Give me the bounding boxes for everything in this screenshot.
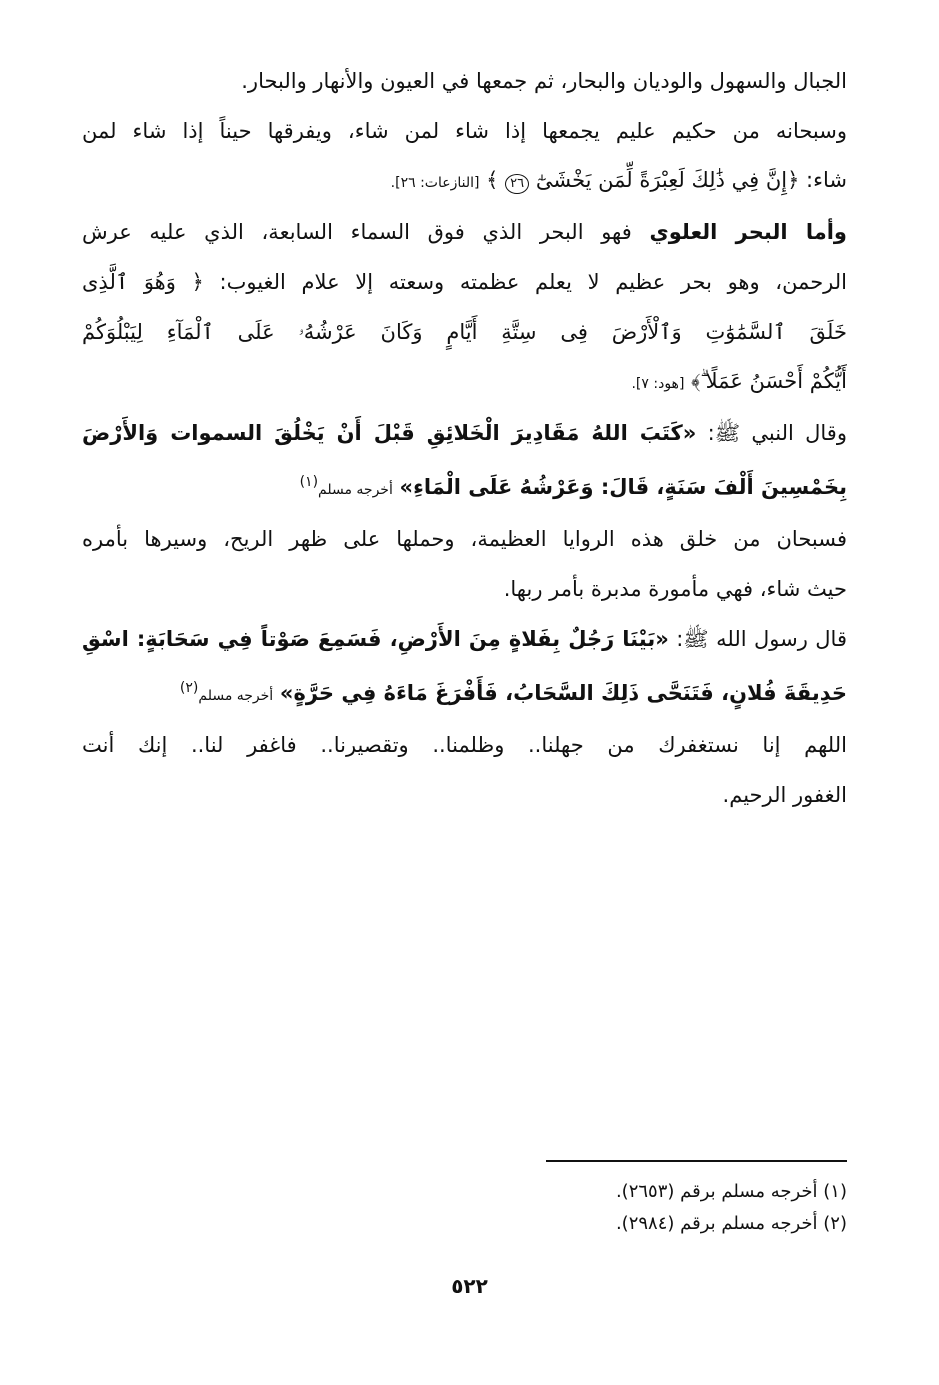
text-line bbox=[82, 408, 847, 458]
quran-verse: شاء: ﴿إِنَّ فِي ذَٰلِكَ لَعِبْرَةً لِّمَن يَخْشَىٰٓ bbox=[535, 168, 847, 192]
paragraph-3 bbox=[82, 408, 847, 514]
heading-phrase: وأما البحر العلوي bbox=[649, 220, 847, 244]
footnote-marker: (١) bbox=[299, 474, 319, 490]
hadith-text: «كَتَبَ اللهُ مَقَادِيرَ الْخَلائِقِ قَبْلَ أَنْ يَخْلُقَ السموات وَالأَرْضَ bbox=[82, 421, 697, 445]
text-line: فسبحان من خلق هذه الروايا العظيمة، وحملها على ظهر الريح، وسيرها بأمره bbox=[82, 527, 847, 551]
paragraph-6 bbox=[82, 720, 847, 820]
ayah-number-mark: ٢٦ bbox=[505, 174, 529, 194]
text-line bbox=[82, 614, 847, 664]
text-run: فهو البحر الذي فوق السماء السابعة، الذي عليه عرش bbox=[82, 220, 632, 244]
text-line bbox=[82, 207, 847, 257]
footnote-2: (٢) أخرجه مسلم برقم (٢٩٨٤). bbox=[615, 1213, 847, 1234]
text-line bbox=[82, 458, 847, 514]
hadith-text: حَدِيقَةَ فُلانٍ، فَتَنَحَّى ذَلِكَ السَّحَابُ، فَأَفْرَغَ مَاءَهُ فِي حَرَّةٍ» bbox=[279, 681, 847, 705]
text-run: وقال النبي ﷺ: bbox=[707, 421, 847, 445]
quran-verse: أَيُّكُمْ أَحْسَنُ عَمَلًا ۗ﴾ bbox=[691, 369, 847, 393]
page-body bbox=[82, 56, 847, 820]
text-line: اللهم إنا نستغفرك من جهلنا.. وظلمنا.. وتقصيرنا.. فاغفر لنا.. إنك أنت bbox=[82, 733, 847, 757]
text-line bbox=[82, 664, 847, 720]
footnotes bbox=[616, 1176, 847, 1240]
hadith-text: «بَيْنَا رَجُلٌ بِفَلاةٍ مِنَ الأَرْضِ، فَسَمِعَ صَوْتاً فِي سَحَابَةٍ: اسْقِ bbox=[82, 627, 669, 651]
footnote-marker: (٢) bbox=[179, 680, 199, 696]
footnote-1: (١) أخرجه مسلم برقم (٢٦٥٣). bbox=[615, 1181, 847, 1202]
page-number: ٥٢٢ bbox=[451, 1274, 488, 1298]
verse-reference: [هود: ٧]. bbox=[631, 376, 685, 392]
hadith-text: بِخَمْسِينَ أَلْفَ سَنَةٍ، قَالَ: وَعَرْشُهُ عَلَى الْمَاءِ» bbox=[399, 475, 847, 499]
text-line bbox=[82, 156, 847, 207]
paragraph-5 bbox=[82, 614, 847, 720]
paragraph-2 bbox=[82, 207, 847, 408]
text-run: قال رسول الله ﷺ: bbox=[676, 627, 847, 651]
quran-verse-line: خَلَقَ ٱلسَّمَٰوَٰتِ وَٱلْأَرْضَ فِى سِتَّةِ أَيَّامٍ وَكَانَ عَرْشُهُۥ عَلَى ٱلْمَآءِ لِيَبْلُوَكُمْ bbox=[82, 320, 847, 344]
text-line: الجبال والسهول والوديان والبحار، ثم جمعها في العيون والأنهار والبحار. bbox=[241, 69, 847, 93]
hadith-source: أخرجه مسلم bbox=[198, 688, 274, 704]
paragraph-4 bbox=[82, 514, 847, 614]
hadith-source: أخرجه مسلم bbox=[318, 482, 393, 498]
footnote-divider bbox=[546, 1160, 847, 1162]
text-line: وسبحانه من حكيم عليم يجمعها إذا شاء لمن شاء، ويفرقها حيناً إذا شاء لمن bbox=[82, 119, 847, 143]
text-line: الغفور الرحيم. bbox=[722, 783, 847, 807]
text-line: الرحمن، وهو بحر عظيم لا يعلم عظمته وسعته إلا علام الغيوب: ﴿ وَهُوَ ٱلَّذِى bbox=[82, 270, 847, 294]
paragraph-1 bbox=[82, 56, 847, 207]
text-line: حيث شاء، فهي مأمورة مدبرة بأمر ربها. bbox=[503, 577, 847, 601]
text-line bbox=[82, 357, 847, 408]
verse-reference: [النازعات: ٢٦]. bbox=[390, 175, 480, 191]
quran-bracket-close: ﴾ bbox=[486, 168, 499, 192]
